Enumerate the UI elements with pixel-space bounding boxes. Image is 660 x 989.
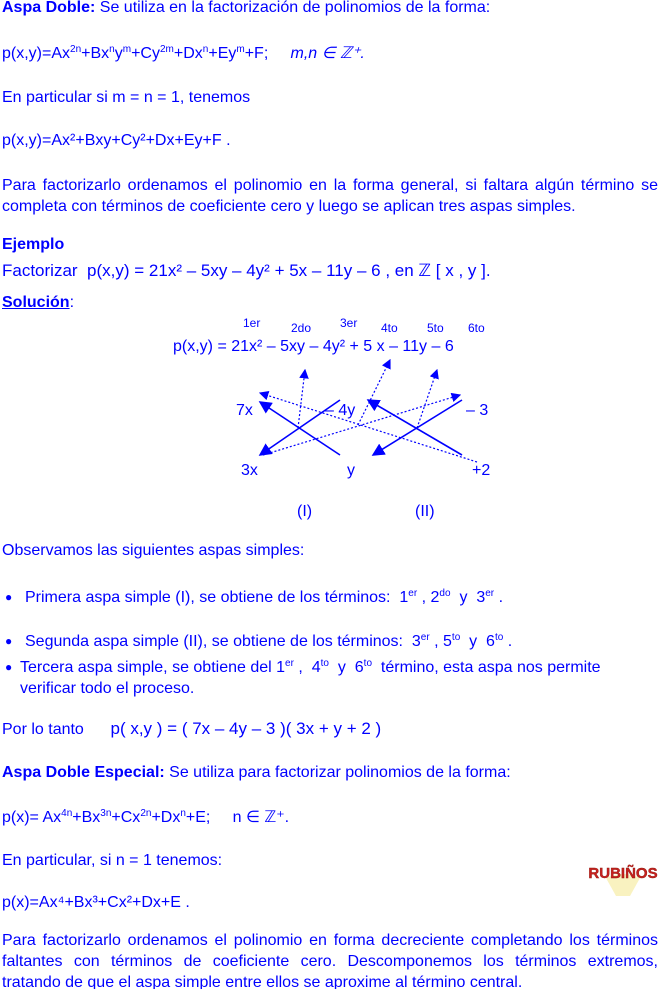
domain: m,n ∈ ℤ⁺. (290, 45, 365, 62)
solution-heading: Solución (2, 294, 70, 311)
ring: ℤ [ x , y ]. (418, 261, 491, 280)
paragraph-2: Para factorizarlo ordenamos el polinomio en forma decreciente completando los términos faltantes con términos de coeficiente cero. Descomponemos los términos extremos, tratando de que el aspa simple entre ellos se aproxime al término central. (2, 932, 658, 989)
example-heading: Ejemplo (2, 236, 65, 253)
term: 3x (241, 462, 258, 479)
text: Se utiliza para factorizar polinomios de la forma: (164, 764, 511, 781)
bullet-1: Primera aspa simple (I), se obtiene de los términos: 1er , $2^{do}$ y 3er . (25, 588, 504, 606)
heading: Aspa Doble: (2, 0, 96, 16)
ord-label: 6to (468, 321, 485, 335)
bullet-3-cont: verificar todo el proceso. (20, 680, 195, 697)
bullet-3: Tercera aspa simple, se obtiene del 1er , $4^{to}$ y $6^{to}$ término, esta aspa nos permite (20, 658, 601, 676)
dotted-arrow (417, 370, 437, 428)
general-formula: $p(x,y)=Ax^{2n}+Bx^ny^m+Cy^{2m}+Dx^n+Ey^m+F$; m,n ∈ ℤ⁺. (2, 44, 365, 62)
text: , en (380, 261, 419, 280)
result (2, 719, 381, 740)
text: Se utiliza en la factorización de polinomios de la forma: (95, 0, 491, 16)
bullet-2: Segunda aspa simple (II), se obtiene de los términos: 3er , $5^{to}$ y $6^{to}$ . (25, 632, 513, 650)
paragraph: Para factorizarlo ordenamos el polinomio en la forma general, si faltara algún término se completa con términos de coeficiente cero y luego se aplican tres aspas simples. (2, 177, 658, 215)
particular-formula: p(x,y)=Ax²+Bxy+Cy²+Dx+Ey+F . (2, 132, 231, 149)
ord-label: 3er (340, 316, 358, 330)
observation-intro: Observamos las siguientes aspas simples: (2, 542, 305, 559)
general-formula-2: $p(x)= Ax^{4n}+Bx^{3n}+Cx^{2n}+Dx^n+E$; n ∈ ℤ⁺. (2, 808, 290, 826)
ord-label: 5to (427, 321, 444, 335)
polynomial: p(x,y) = 21x² – 5xy – 4y² + 5x – 11y – 6 (87, 261, 381, 280)
term: – 4y (325, 402, 356, 419)
particular-formula-2: p(x)=Ax⁴+Bx³+Cx²+Dx+E . (2, 894, 190, 911)
heading: Aspa Doble Especial: (2, 764, 165, 781)
group-label: (II) (415, 503, 435, 520)
dotted-arrow (358, 360, 390, 425)
bullet-icon: ● (5, 634, 13, 648)
section-aspa-doble-especial (2, 763, 511, 783)
term: +2 (472, 462, 491, 479)
factored-expression: p( x,y ) = ( 7x – 4y – 3 )( 3x + y + 2 ) (110, 719, 382, 738)
ord-label: 4to (381, 321, 398, 335)
text: Primera aspa simple (I), se obtiene de los términos: (25, 589, 391, 606)
diagram-polynomial: p(x,y) = 21x² – 5xy – 4y² + 5 x – 11y – 6 (173, 338, 454, 355)
text: Factorizar (2, 261, 78, 280)
bullet-icon: ● (5, 590, 13, 604)
svg-text:RUBIÑOS: RUBIÑOS (588, 865, 658, 882)
bullet-icon: ● (5, 660, 13, 674)
domain: n ∈ ℤ⁺. (232, 809, 290, 826)
document-page: Aspa Doble: Se utiliza en la factorización de polinomios de la forma: $p(x,y)=Ax^{2n}+Bx^ny^m+Cy^{2m}+Dx^n+Ey^m+F$; m,n ∈ ℤ⁺. En particular si m = n = 1, tenemos p(x,y)=Ax²+Bxy+Cy²+Dx+Ey+F . Para factorizarlo ordenamos el polinomio en la forma general, si faltara algún término se completa con términos de coeficiente cero y luego se aplican tres aspas simples. Ejemplo Factorizar p(x,y) = 21x² – 5xy – 4y² + 5x – 11y – 6 , en ℤ [ x , y ]. Solución: 1er 2do 3er 4to 5to 6to p(x,y) = 21x² – 5xy – 4y² + 5 x – 11y – 6 7x – 4y – 3 3x y +2 (I) (II) Observamos las siguientes aspas simples: ● Primera aspa simple (I), se obtiene de los términos: 1er , $2^{do}$ y 3er . ● Segunda aspa simple (II), se obtiene de los términos: 3er , $5^{to}$ y $6^{to}$ . ● Tercera aspa simple, se obtiene del 1er , $4^{to}$ y $6^{to}$ término, esta aspa nos permite verificar todo el proceso. Por lo tanto p( x,y ) = ( 7x – 4y – 3 )( 3x + y + 2 ) Aspa Doble Especial: Se utiliza para factorizar polinomios de la forma: $p(x)= Ax^{4n}+Bx^{3n}+Cx^{2n}+Dx^n+E$; n ∈ ℤ⁺. En particular, si n = 1 tenemos: p(x)=Ax⁴+Bx³+Cx²+Dx+E . Para factorizarlo ordenamos el polinomio en forma decreciente completando los términos faltantes con términos de coeficiente cero. Descomponemos los términos extremos, tratando de que el aspa simple entre ellos se aproxime al término central. RUBIÑOS (0, 0, 660, 989)
particular-case-2: En particular, si n = 1 tenemos: (2, 852, 223, 869)
term: y (347, 462, 355, 479)
ord-label: 2do (291, 321, 312, 335)
ord-label: 1er (243, 316, 261, 330)
term: – 3 (466, 402, 489, 419)
rubinos-logo (588, 850, 658, 900)
text: Segunda aspa simple (II), se obtiene de los términos: (25, 633, 403, 650)
group-label: (I) (297, 503, 313, 520)
dotted-arrow (298, 370, 305, 428)
text: Por lo tanto (2, 721, 84, 738)
particular-case: En particular si m = n = 1, tenemos (2, 89, 251, 106)
term: 7x (236, 402, 253, 419)
